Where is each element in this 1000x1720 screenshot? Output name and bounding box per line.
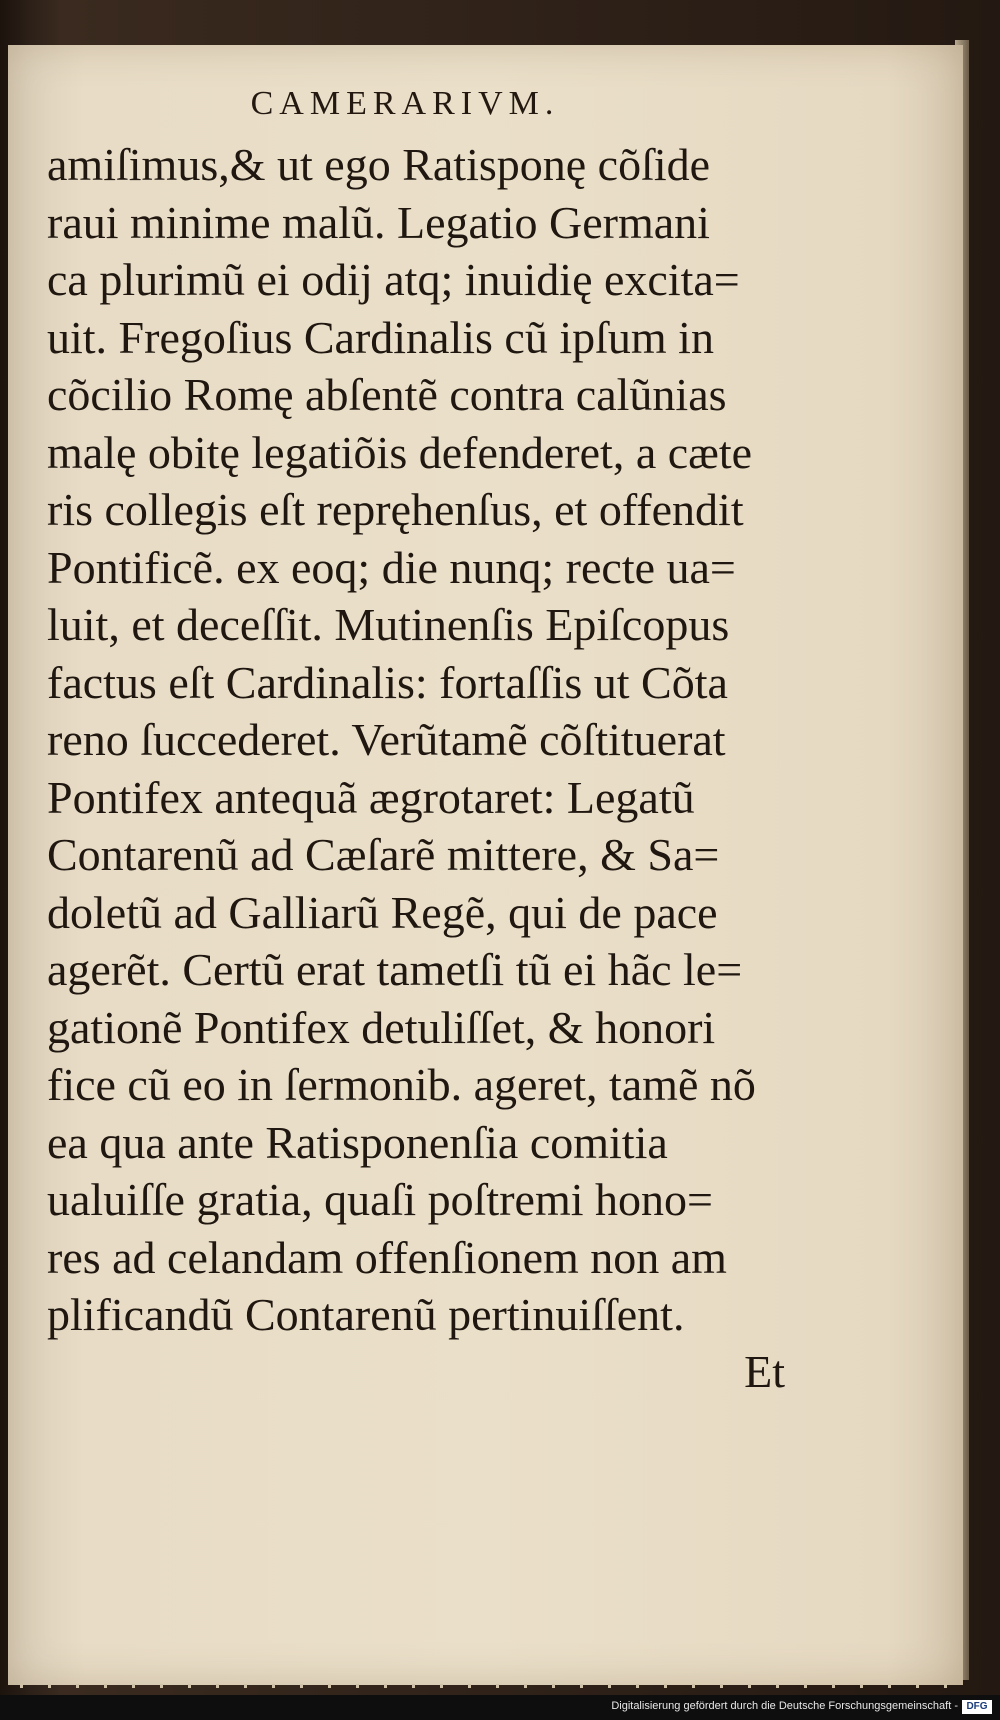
text-line: plificandũ Contarenũ pertinuiſſent. (47, 1289, 685, 1340)
text-line: malę obitę legatiõis defenderet, a cæte (47, 426, 753, 478)
text-line: reno ſuccederet. Verũtamẽ cõſtituerat (47, 714, 726, 765)
text-line: uit. Fregoſius Cardinalis cũ ipſum in (47, 311, 714, 363)
text-line: agerẽt. Certũ erat tametſi tũ ei hãc le= (47, 944, 743, 995)
text-line: raui minime malũ. Legatio Germani (47, 196, 710, 248)
text-line: ris collegis eſt repręhenſus, et offendit (47, 484, 744, 535)
dfg-logo: DFG (962, 1700, 992, 1714)
text-line: fice cũ eo in ſermonib. ageret, tamẽ nõ (47, 1059, 756, 1110)
text-line: luit, et deceſſit. Mutinenſis Epiſcopus (47, 599, 730, 650)
text-line: Pontificẽ. ex eoq; die nunq; recte ua= (47, 541, 736, 593)
text-line: gationẽ Pontifex detuliſſet, & honori (47, 1001, 716, 1053)
text-line: ca plurimũ ei odij atq; inuidię excita= (47, 254, 740, 305)
text-line: cõcilio Romę abſentẽ contra calũnias (47, 369, 727, 420)
text-line: factus eſt Cardinalis: fortaſſis ut Cõta (47, 656, 728, 708)
funding-note: Digitalisierung gefördert durch die Deutsche Forschungsgemeinschaft - (611, 1700, 958, 1712)
text-block (47, 136, 787, 1344)
text-line: amiſimus,& ut ego Ratisponę cõſide (47, 139, 711, 190)
text-line: res ad celandam offenſionem non am (47, 1231, 727, 1283)
catchword: Et (744, 1346, 785, 1397)
text-line: doletũ ad Galliarũ Regẽ, qui de pace (47, 886, 718, 938)
text-line: ea qua ante Ratisponenſia comitia (47, 1116, 668, 1168)
text-line: ualuiſſe gratia, quaſi poſtremi hono= (47, 1174, 713, 1225)
text-line: Contarenũ ad Cæſarẽ mittere, & Sa= (47, 829, 720, 880)
page-edge-dots (20, 1684, 950, 1688)
running-header: CAMERARIVM. (250, 85, 560, 122)
text-line: Pontifex antequã ægrotaret: Legatũ (47, 771, 695, 823)
